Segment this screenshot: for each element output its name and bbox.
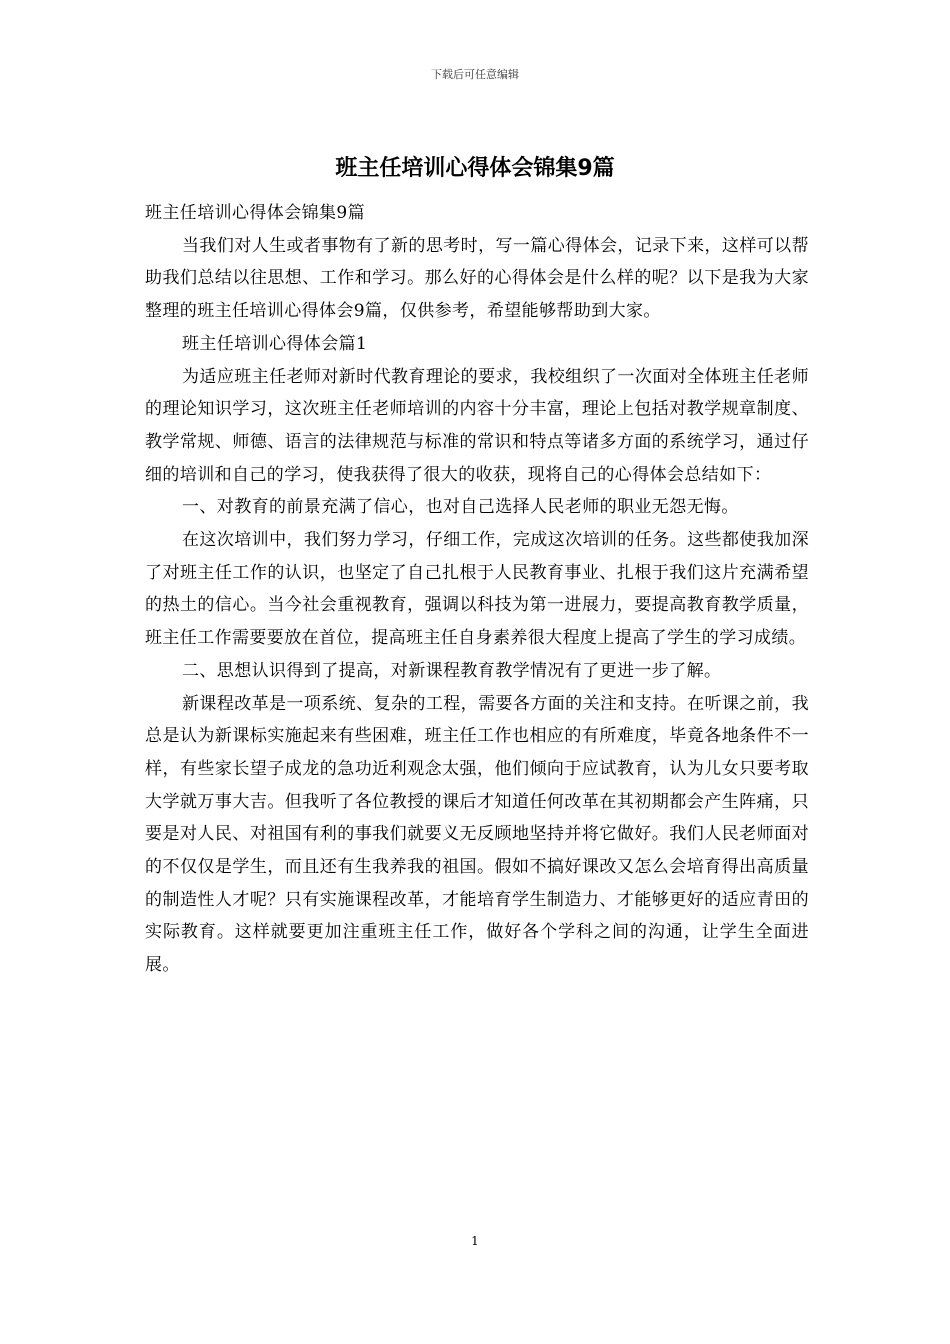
page-number: 1 [471, 1234, 479, 1248]
point-heading: 一、对教育的前景充满了信心，也对自己选择人民老师的职业无怨无悔。 [182, 497, 739, 518]
body-paragraph: 在这次培训中，我们努力学习，仔细工作，完成这次培训的任务。这些都使我加深了对班主任工作的认识，也坚定了自己扎根于人民教育事业、扎根于我们这片充满希望的热土的信心。当今社会重视教育，强调以科技为第一进展力，要提高教育教学质量，班主任工作需要要放在首位，提高班主任自身素养很大程度上提高了学生的学习成绩。 [145, 530, 809, 649]
body-paragraph: 新课程改革是一项系统、复杂的工程，需要各方面的关注和支持。在听课之前，我总是认为新课标实施起来有些困难，班主任工作也相应的有所难度，毕竟各地条件不一样，有些家长望子成龙的急功近利观念太强，他们倾向于应试教育，认为儿女只要考取大学就万事大吉。但我听了各位教授的课后才知道任何改革在其初期都会产生阵痛，只要是对人民、对祖国有利的事我们就要义无反顾地坚持并将它做好。我们人民老师面对的不仅仅是学生，而且还有生我养我的祖国。假如不搞好课改又怎么会培育得出高质量的制造性人才呢？只有实施课程改革，才能培育学生制造力、才能够更好的适应青田的实际教育。这样就要更加注重班主任工作，做好各个学科之间的沟通，让学生全面进展。 [145, 693, 809, 976]
document-title: 班主任培训心得体会锦集9篇 [335, 156, 615, 181]
document-body [145, 197, 809, 982]
section-heading: 班主任培训心得体会篇1 [182, 333, 368, 354]
subtitle-paragraph: 班主任培训心得体会锦集9篇 [145, 203, 366, 223]
intro-paragraph: 当我们对人生或者事物有了新的思考时，写一篇心得体会，记录下来，这样可以帮助我们总结以往思想、工作和学习。那么好的心得体会是什么样的呢？以下是我为大家整理的班主任培训心得体会9篇，仅供参考，希望能够帮助到大家。 [145, 235, 809, 322]
point-heading: 二、思想认识得到了提高，对新课程教育教学情况有了更进一步了解。 [182, 660, 722, 681]
body-paragraph: 为适应班主任老师对新时代教育理论的要求，我校组织了一次面对全体班主任老师的理论知识学习，这次班主任老师培训的内容十分丰富，理论上包括对教学规章制度、教学常规、师德、语言的法律规范与标准的常识和特点等诸多方面的系统学习，通过仔细的培训和自己的学习，使我获得了很大的收获，现将自己的心得体会总结如下： [145, 366, 809, 485]
header-note: 下载后可任意编辑 [431, 68, 519, 81]
